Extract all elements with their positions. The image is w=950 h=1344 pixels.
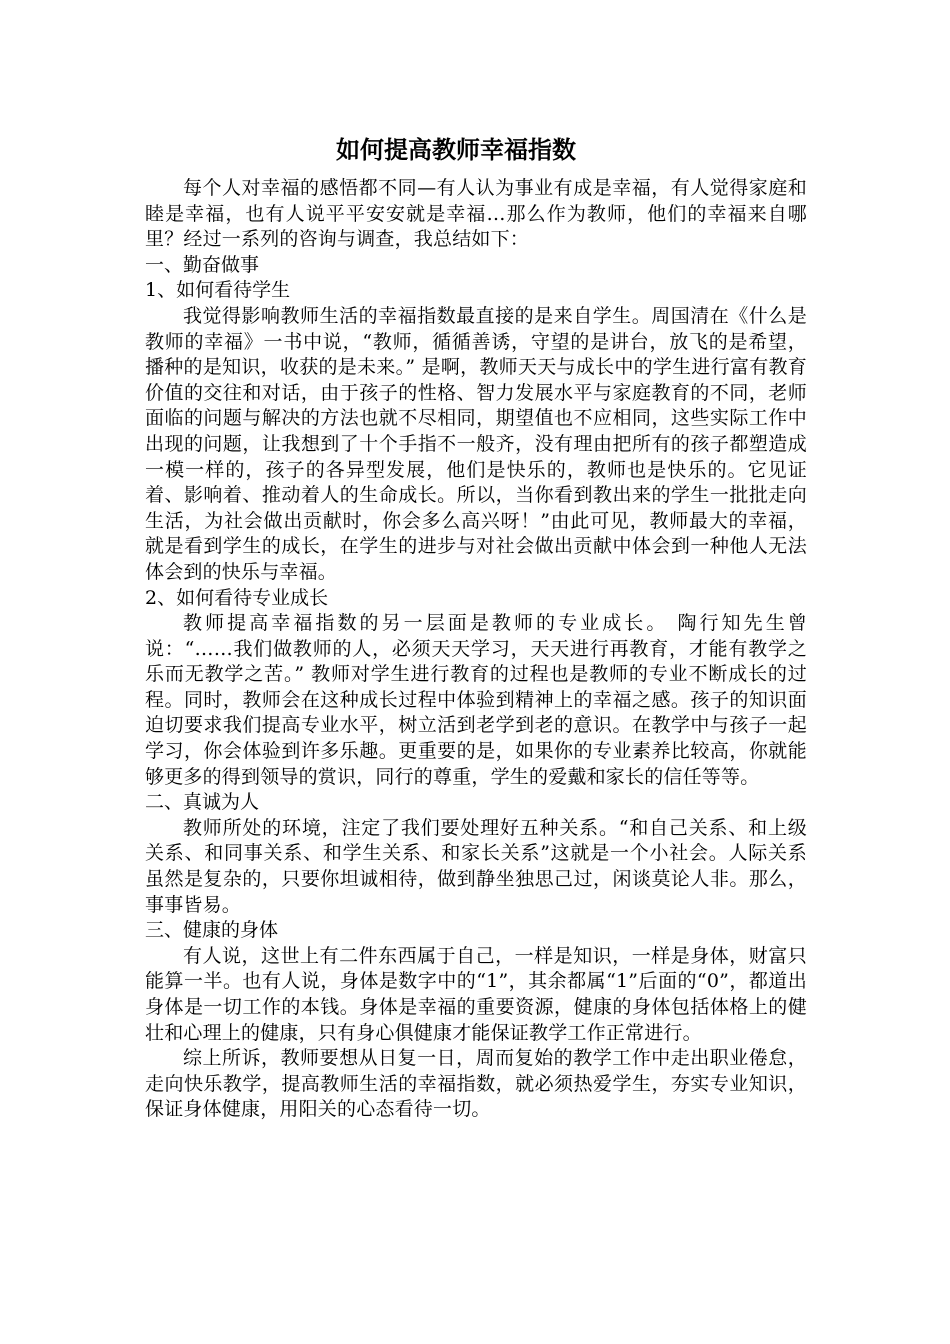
document-title: 如何提高教师幸福指数 (336, 135, 576, 164)
paragraph-health: 有人说，这世上有二件东西属于自己，一样是知识，一样是身体，财富只能算一半。也有人说，身体是数字中的“1”，其余都属“1”后面的“0”，都道出身体是一切工作的本钱。身体是幸福的重要资源，健康的身体包括体格上的健壮和心理上的健康，只有身心俱健康才能保证教学工作正常进行。 (145, 944, 807, 1044)
section-heading-health: 三、健康的身体 (145, 919, 279, 942)
paragraph-students: 我觉得影响教师生活的幸福指数最直接的是来自学生。周国清在《什么是教师的幸福》一书中说，“教师，循循善诱，守望的是讲台，放飞的是希望，播种的是知识，收获的是未来。” 是啊，教师天天与成长中的学生进行富有教育价值的交往和对话，由于孩子的性格、智力发展水平与家庭教育的不同，老师面临的问题与解决的方法也就不尽相同，期望值也不应相同，这些实际工作中出现的问题，让我想到了十个手指不一般齐，没有理由把所有的孩子都塑造成一模一样的，孩子的各异型发展，他们是快乐的，教师也是快乐的。它见证着、影响着、推动着人的生命成长。所以，当你看到教出来的学生一批批走向生活，为社会做出贡献时，你会多么高兴呀！”由此可见，教师最大的幸福，就是看到学生的成长，在学生的进步与对社会做出贡献中体会到一种他人无法体会到的快乐与幸福。 (145, 304, 807, 583)
intro-paragraph: 每个人对幸福的感悟都不同—有人认为事业有成是幸福，有人觉得家庭和睦是幸福，也有人说平平安安就是幸福…那么作为教师，他们的幸福来自哪里？经过一系列的咨询与调查，我总结如下： (145, 177, 807, 251)
paragraph-professional-growth: 教师提高幸福指数的另一层面是教师的专业成长。 陶行知先生曾说：“……我们做教师的人，必须天天学习，天天进行再教育，才能有教学之乐而无教学之苦。” 教师对学生进行教育的过程也是教师的专业不断成长的过程。同时，教师会在这种成长过程中体验到精神上的幸福之感。孩子的知识面迫切要求我们提高专业水平，树立活到老学到老的意识。在教学中与孩子一起学习，你会体验到许多乐趣。更重要的是，如果你的专业素养比较高，你就能够更多的得到领导的赏识，同行的尊重，学生的爱戴和家长的信任等等。 (145, 612, 807, 788)
section-heading-sincerity: 二、真诚为人 (145, 791, 260, 814)
conclusion-paragraph: 综上所诉，教师要想从日复一日，周而复始的教学工作中走出职业倦怠，走向快乐教学，提高教师生活的幸福指数，就必须热爱学生，夯实专业知识，保证身体健康，用阳关的心态看待一切。 (145, 1047, 807, 1121)
document-page (145, 130, 807, 1123)
paragraph-sincerity: 教师所处的环境，注定了我们要处理好五种关系。“和自己关系、和上级关系、和同事关系、和学生关系、和家长关系”这就是一个小社会。人际关系虽然是复杂的，只要你坦诚相待，做到静坐独思己过，闲谈莫论人非。那么，事事皆易。 (145, 816, 807, 916)
subsection-heading-students: 1、如何看待学生 (145, 279, 291, 302)
section-heading-diligence: 一、勤奋做事 (145, 253, 260, 276)
subsection-heading-professional-growth: 2、如何看待专业成长 (145, 586, 329, 609)
